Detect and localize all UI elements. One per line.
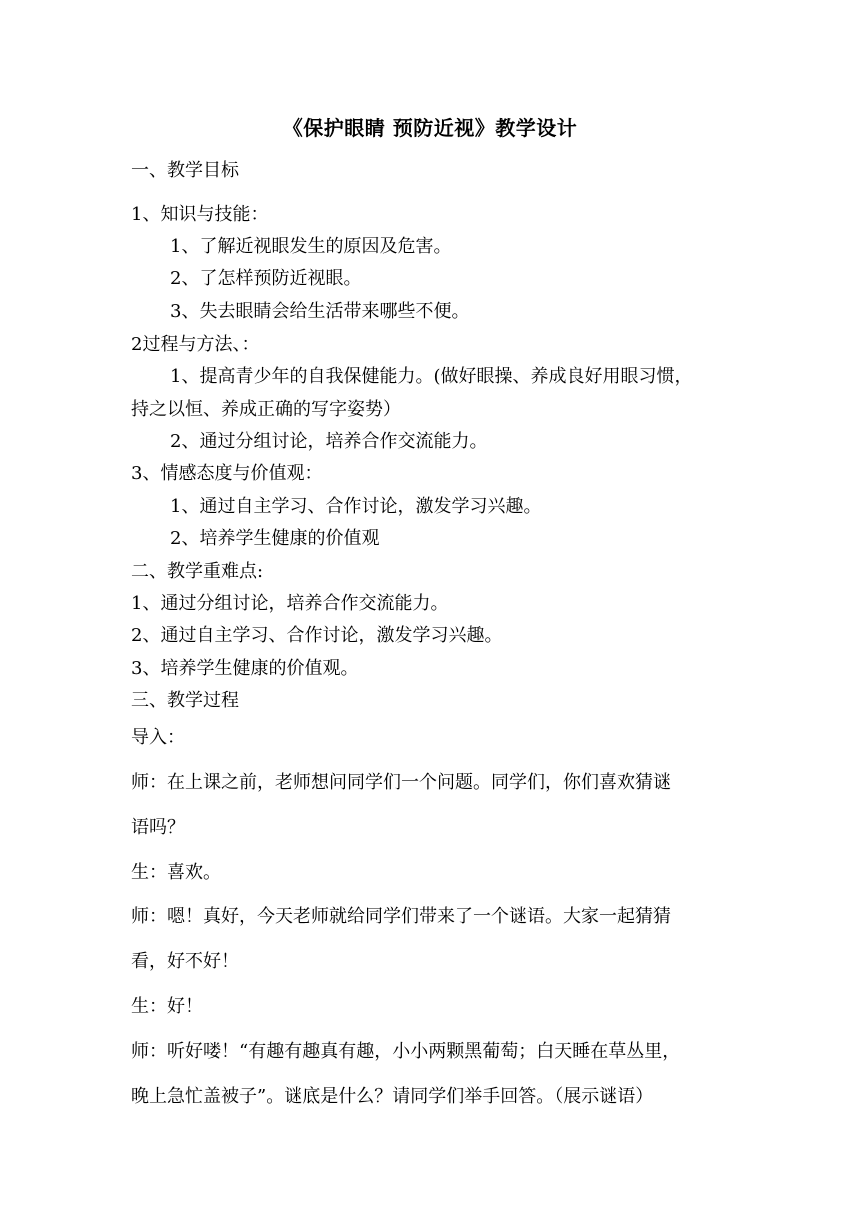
document-title: 《保护眼睛 预防近视》教学设计 <box>282 116 578 140</box>
dialogue-line: 师：嗯！真好，今天老师就给同学们带来了一个谜语。大家一起猜猜 <box>131 906 671 927</box>
subheading-introduction: 导入： <box>131 727 185 748</box>
dialogue-line-continuation: 晚上急忙盖被子”。谜底是什么？请同学们举手回答。（展示谜语） <box>131 1086 654 1107</box>
list-item: 2、培养学生健康的价值观 <box>170 528 380 549</box>
subheading-attitude-values: 3、情感态度与价值观： <box>131 463 323 484</box>
section-heading-key-points: 二、教学重难点: <box>131 561 264 582</box>
list-item: 2、通过分组讨论，培养合作交流能力。 <box>170 431 488 452</box>
list-item: 2、了怎样预防近视眼。 <box>170 268 362 289</box>
list-item-continuation: 持之以恒、养成正确的写字姿势） <box>131 399 401 420</box>
section-heading-objectives: 一、教学目标 <box>131 160 239 181</box>
subheading-process-method: 2过程与方法、： <box>131 334 260 355</box>
list-item: 2、通过自主学习、合作讨论，激发学习兴趣。 <box>131 625 503 646</box>
dialogue-line: 师：在上课之前，老师想问同学们一个问题。同学们，你们喜欢猜谜 <box>131 772 671 793</box>
dialogue-line-continuation: 看，好不好！ <box>131 951 239 972</box>
dialogue-line-continuation: 语吗？ <box>131 817 185 838</box>
list-item: 1、通过分组讨论，培养合作交流能力。 <box>131 593 449 614</box>
dialogue-line: 生：好！ <box>131 996 203 1017</box>
dialogue-line: 师：听好喽！“有趣有趣真有趣，小小两颗黑葡萄；白天睡在草丛里， <box>131 1041 681 1062</box>
dialogue-line: 生：喜欢。 <box>131 862 221 883</box>
section-heading-process: 三、教学过程 <box>131 690 239 711</box>
list-item: 1、提高青少年的自我保健能力。(做好眼操、养成良好用眼习惯， <box>170 366 693 387</box>
list-item: 3、失去眼睛会给生活带来哪些不便。 <box>170 301 470 322</box>
list-item: 3、培养学生健康的价值观。 <box>131 658 359 679</box>
subheading-knowledge-skills: 1、知识与技能： <box>131 204 269 225</box>
list-item: 1、了解近视眼发生的原因及危害。 <box>170 236 452 257</box>
list-item: 1、通过自主学习、合作讨论，激发学习兴趣。 <box>170 496 542 517</box>
